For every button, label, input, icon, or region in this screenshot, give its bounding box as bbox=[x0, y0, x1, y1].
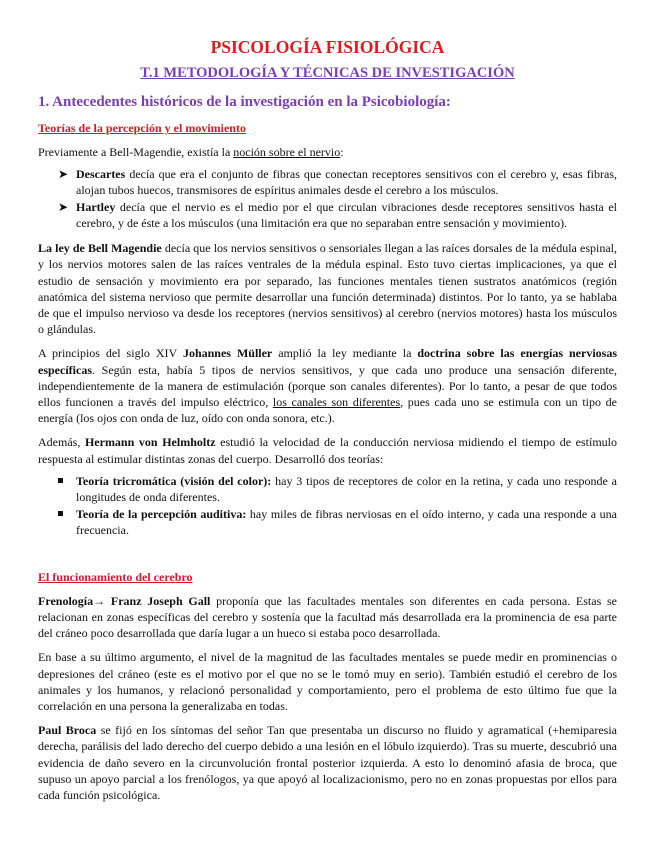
list-item: ➤ Hartley decía que el nervio es el medio por el que circulan vibraciones desde receptores sensitivos hasta el cerebro, y de éste a los músculos (una limitación era que no separaban entre sensación y movimiento). bbox=[58, 200, 617, 231]
list-item: Teoría tricromática (visión del color): hay 3 tipos de receptores de color en la retina, y cada uno responde a longitudes de onda diferentes. bbox=[38, 473, 617, 505]
muller-paragraph: A principios del siglo XIV Johannes Müller amplió la ley mediante la doctrina sobre las energías nerviosas específicas. Según esta, había 5 tipos de nervios sensitivos, y que cada uno produce una sensación diferente, independientemente de la manera de estimulación (porque son canales diferentes). Por lo tanto, a pesar de que todos ellos funcionen a través del impulso eléctrico, los canales son diferentes, pues cada uno se estimula con un tipo de energía (los ojos con onda de luz, oído con onda sonora, etc.). bbox=[38, 346, 617, 426]
square-bullet-icon bbox=[58, 511, 63, 516]
broca-paragraph: Paul Broca se fijó en los síntomas del señor Tan que presentaba un discurso no fluido y agramatical (+hemiparesia derecha, parálisis del lado derecho del cuerpo debido a una lesión en el lóbulo izquierdo). Tras su muerte, descubrió una evidencia de daño severo en la circunvolución frontal posterior izquierda. A esto lo denominó afasia de broca, que supuso un apoyo parcial a los frenólogos, ya que apoyó al localizacionismo, pero no en zonas propuestas por ellos para cada función psicológica. bbox=[38, 723, 618, 803]
helmholtz-paragraph: Además, Hermann von Helmholtz estudió la velocidad de la conducción nerviosa midiendo el tiempo de estímulo respuesta al estimular distintas zonas del cuerpo. Desarrolló dos teorías: bbox=[38, 435, 617, 466]
intro-paragraph: Previamente a Bell-Magendie, existía la noción sobre el nervio: bbox=[38, 145, 344, 159]
section-heading: 1. Antecedentes históricos de la investigación en la Psicobiología: bbox=[38, 94, 451, 110]
subheading-brain: El funcionamiento del cerebro bbox=[38, 569, 193, 584]
subheading-perception: Teorías de la percepción y el movimiento bbox=[38, 121, 246, 135]
square-bullet-icon bbox=[58, 478, 63, 483]
helmholtz-theories-list bbox=[38, 473, 617, 538]
skull-paragraph: En base a su último argumento, el nivel de la magnitud de las facultades mentales se puede medir en prominencias o depresiones del cráneo (este es el motivo por el que no se le tomó muy en serio). También estudió el cerebro de los animales y los humanos, y relacionó personalidad y comportamiento, pero el problema de esto último fue que la correlación en una persona la generalizaba en todas. bbox=[38, 650, 617, 714]
bell-magendie-paragraph: La ley de Bell Magendie decía que los nervios sensitivos o sensoriales llegan a las raíces dorsales de la médula espinal, y los nervios motores salen de las raíces ventrales de la médula espinal. Esto tuvo ciertas implicaciones, ya que el estudio de sensación y movimiento era por separado, las funciones mentales tienen sustratos anatómicos (región anatómica del sistema nervioso que permite desarrollar una función determinada) distintos. Por lo tanto, ya se hablaba de que el impulso nervioso va desde los receptores (nervios sensitivos) al cerebro (nervios motores) hasta los músculos o glándulas. bbox=[38, 241, 617, 337]
topic-title: T.1 METODOLOGÍA Y TÉCNICAS DE INVESTIGACIÓN bbox=[140, 65, 515, 81]
phrenology-paragraph: Frenología→ Franz Joseph Gall proponía que las facultades mentales son diferentes en cada persona. Estas se relacionan en zonas específicas del cerebro y sostenía que la facultad más desarrollada era la prominencia de esa parte del cráneo poco desarrollada que daría lugar a un hueco si estaba poco desarrollada. bbox=[38, 593, 618, 641]
page-title: PSICOLOGÍA FISIOLÓGICA bbox=[210, 37, 445, 57]
arrow-bullet-icon: ➤ bbox=[58, 200, 69, 215]
list-item: Teoría de la percepción auditiva: hay miles de fibras nerviosas en el oído interno, y cada una responde a una frecuencia. bbox=[38, 506, 617, 538]
theories-list bbox=[38, 166, 617, 231]
list-item: ➤ Descartes decía que era el conjunto de fibras que conectan receptores sensitivos con el cerebro y, esas fibras, alojan tubos huecos, transmisores de espíritus animales desde el cerebro a los músculos. bbox=[58, 167, 617, 198]
nerve-notion-text: noción sobre el nervio bbox=[233, 145, 341, 159]
arrow-bullet-icon: ➤ bbox=[58, 167, 69, 182]
